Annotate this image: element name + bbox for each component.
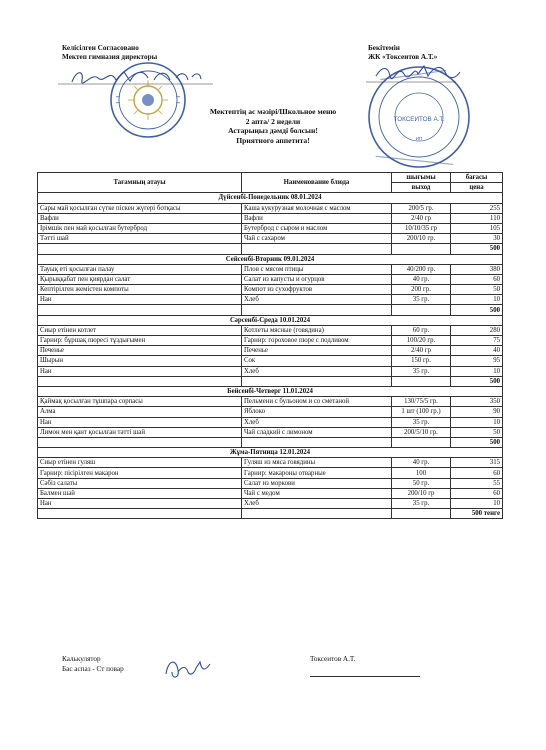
- dish-name-ru: Яблоко: [242, 407, 392, 417]
- dish-name-kz: Вафли: [38, 213, 242, 223]
- dish-name-ru: Плов с мясом птицы: [242, 264, 392, 274]
- owner-signature-icon: [366, 58, 476, 88]
- day-total-row: [38, 305, 503, 315]
- day-header-row: [38, 386, 503, 396]
- dish-price: 30: [451, 234, 503, 244]
- menu-item-row: [38, 285, 503, 295]
- menu-item-row: [38, 336, 503, 346]
- dish-name-ru: Гарнир: макароны отварные: [242, 468, 392, 478]
- day-title: Дүйсенбі-Понедельник 08.01.2024: [38, 193, 503, 203]
- approval-right-line2: ЖК «Токсеитов А.Т.»: [368, 53, 438, 61]
- footer-left-line1: Калькулятор: [62, 655, 101, 663]
- menu-item-row: [38, 427, 503, 437]
- day-total-row: [38, 376, 503, 386]
- dish-name-ru: Пельмени с бульоном и со сметаной: [242, 397, 392, 407]
- dish-yield: 200/10 гр: [392, 488, 451, 498]
- dish-name-kz: Шырын: [38, 356, 242, 366]
- dish-price: 60: [451, 488, 503, 498]
- dish-name-ru: Хлеб: [242, 417, 392, 427]
- total-spacer: [38, 376, 242, 386]
- dish-yield: 200 гр.: [392, 285, 451, 295]
- total-spacer: [38, 305, 242, 315]
- approval-left-line2: Мектеп гимназия директоры: [62, 53, 158, 61]
- dish-yield: 200/5/10 гр.: [392, 427, 451, 437]
- total-spacer: [38, 437, 242, 447]
- menu-item-row: [38, 264, 503, 274]
- day-total: 500: [451, 305, 503, 315]
- total-spacer: [392, 437, 451, 447]
- dish-price: 105: [451, 223, 503, 233]
- menu-title-line4: Приятного аппетита!: [236, 135, 310, 145]
- dish-name-kz: Тауық еті қосылған палау: [38, 264, 242, 274]
- dish-name-kz: Алма: [38, 407, 242, 417]
- total-spacer: [242, 509, 392, 519]
- dish-yield: 100/20 гр.: [392, 336, 451, 346]
- day-total-row: [38, 509, 503, 519]
- total-spacer: [242, 376, 392, 386]
- menu-title-line3: Астарыңыз дәмді болсын!: [228, 126, 318, 136]
- menu-item-row: [38, 366, 503, 376]
- dish-yield: 50 гр.: [392, 478, 451, 488]
- footer-signature-line: [310, 676, 420, 677]
- day-header-row: [38, 193, 503, 203]
- dish-yield: 40 гр.: [392, 458, 451, 468]
- dish-yield: 150 гр.: [392, 356, 451, 366]
- dish-price: 255: [451, 203, 503, 213]
- dish-name-ru: Гарнир: гороховое пюре с подливом: [242, 336, 392, 346]
- menu-item-row: [38, 417, 503, 427]
- dish-name-ru: Печенье: [242, 346, 392, 356]
- day-total: 500: [451, 437, 503, 447]
- dish-name-ru: Каша кукурузная молочная с маслом: [242, 203, 392, 213]
- day-total-row: [38, 244, 503, 254]
- dish-yield: 130/75/5 гр.: [392, 397, 451, 407]
- day-header-row: [38, 315, 503, 325]
- day-title: Бейсенбі-Четверг 11.01.2024: [38, 386, 503, 396]
- dish-name-ru: Хлеб: [242, 295, 392, 305]
- dish-name-kz: Сары май қосылған сүтке піскен жүгері ботқасы: [38, 203, 242, 213]
- menu-item-row: [38, 407, 503, 417]
- dish-yield: 2/40 гр: [392, 346, 451, 356]
- menu-item-row: [38, 203, 503, 213]
- column-header-price-ru: цена: [451, 183, 503, 193]
- column-header-ru: Наименование блюда: [242, 173, 392, 193]
- dish-price: 10: [451, 499, 503, 509]
- column-header-yield-ru: выход: [392, 183, 451, 193]
- dish-yield: 40 гр.: [392, 274, 451, 284]
- dish-name-kz: Қырыққабат пен қиярдан салат: [38, 274, 242, 284]
- total-spacer: [392, 509, 451, 519]
- dish-name-kz: Балмен шай: [38, 488, 242, 498]
- table-header-row: [38, 173, 503, 183]
- footer-right-name: Токсеитов А.Т.: [310, 655, 356, 663]
- dish-price: 50: [451, 285, 503, 295]
- dish-yield: 35 гр.: [392, 499, 451, 509]
- menu-item-row: [38, 295, 503, 305]
- menu-item-row: [38, 356, 503, 366]
- day-total: 500: [451, 244, 503, 254]
- dish-name-ru: Бутерброд с сыром и маслом: [242, 223, 392, 233]
- dish-price: 10: [451, 417, 503, 427]
- menu-title-line2: 2 апта/ 2 недели: [245, 116, 301, 126]
- day-title: Жұма-Пятница 12.01.2024: [38, 448, 503, 458]
- day-title: Сәрсенбі-Среда 10.01.2024: [38, 315, 503, 325]
- dish-name-ru: Хлеб: [242, 366, 392, 376]
- dish-price: 10: [451, 366, 503, 376]
- day-total: 500 тенге: [451, 509, 503, 519]
- footer-left-line2: Бас аспаз - Ст повар: [62, 664, 124, 673]
- dish-price: 55: [451, 478, 503, 488]
- dish-price: 40: [451, 346, 503, 356]
- chef-signature-icon: [160, 652, 210, 682]
- day-total-row: [38, 437, 503, 447]
- dish-price: 110: [451, 213, 503, 223]
- dish-price: 380: [451, 264, 503, 274]
- dish-name-kz: Ірімшік пен май қосылған бутерброд: [38, 223, 242, 233]
- dish-name-kz: Нан: [38, 417, 242, 427]
- menu-item-row: [38, 346, 503, 356]
- dish-name-kz: Тәтті шай: [38, 234, 242, 244]
- dish-name-ru: Сок: [242, 356, 392, 366]
- column-header-yield-kz: шығымы: [392, 173, 451, 183]
- dish-name-ru: Чай сладкий с лимоном: [242, 427, 392, 437]
- day-title: Сейсенбі-Вторник 09.01.2024: [38, 254, 503, 264]
- menu-item-row: [38, 478, 503, 488]
- total-spacer: [392, 376, 451, 386]
- dish-price: 315: [451, 458, 503, 468]
- dish-yield: 35 гр.: [392, 295, 451, 305]
- dish-name-ru: Компот из сухофруктов: [242, 285, 392, 295]
- dish-name-kz: Кептірілген жемістен компоты: [38, 285, 242, 295]
- menu-title-block: [0, 107, 546, 145]
- column-header-kz: Тағамның атауы: [38, 173, 242, 193]
- dish-name-kz: Печенье: [38, 346, 242, 356]
- dish-yield: 10/10/35 гр: [392, 223, 451, 233]
- dish-name-kz: Сиыр етінен котлет: [38, 325, 242, 335]
- dish-name-ru: Салат из моркови: [242, 478, 392, 488]
- dish-name-ru: Салат из капусты и огурцов: [242, 274, 392, 284]
- dish-price: 10: [451, 295, 503, 305]
- director-signature-icon: [58, 62, 218, 92]
- menu-item-row: [38, 234, 503, 244]
- dish-name-kz: Нан: [38, 366, 242, 376]
- dish-yield: 40/200 гр.: [392, 264, 451, 274]
- dish-name-ru: Гуляш из мяса говядины: [242, 458, 392, 468]
- day-header-row: [38, 448, 503, 458]
- menu-item-row: [38, 488, 503, 498]
- approval-right-line1: Бекітемін: [368, 44, 400, 52]
- menu-item-row: [38, 458, 503, 468]
- dish-price: 95: [451, 356, 503, 366]
- dish-price: 75: [451, 336, 503, 346]
- stamp-center-name: ТОКСЕИТОВ А.Т.: [393, 116, 445, 123]
- dish-yield: 200/10 гр.: [392, 234, 451, 244]
- dish-yield: 35 гр.: [392, 366, 451, 376]
- dish-price: 50: [451, 427, 503, 437]
- dish-name-ru: Котлеты мясные (говядина): [242, 325, 392, 335]
- dish-price: 60: [451, 274, 503, 284]
- total-spacer: [242, 244, 392, 254]
- dish-yield: 2/40 гр: [392, 213, 451, 223]
- dish-name-kz: Сәбіз салаты: [38, 478, 242, 488]
- dish-name-kz: Нан: [38, 499, 242, 509]
- dish-name-kz: Гарнир: бұршақ пюресі тұздығымен: [38, 336, 242, 346]
- dish-yield: 60 гр.: [392, 325, 451, 335]
- stamp-sub: ИП: [415, 136, 423, 141]
- total-spacer: [242, 437, 392, 447]
- total-spacer: [38, 509, 242, 519]
- menu-item-row: [38, 325, 503, 335]
- menu-body: [38, 193, 503, 519]
- menu-item-row: [38, 499, 503, 509]
- dish-yield: 100: [392, 468, 451, 478]
- menu-item-row: [38, 468, 503, 478]
- dish-name-kz: Нан: [38, 295, 242, 305]
- dish-price: 90: [451, 407, 503, 417]
- menu-table: [37, 172, 503, 519]
- dish-yield: 1 шт (100 гр.): [392, 407, 451, 417]
- total-spacer: [392, 305, 451, 315]
- dish-yield: 35 гр.: [392, 417, 451, 427]
- menu-item-row: [38, 213, 503, 223]
- dish-name-ru: Чай с медом: [242, 488, 392, 498]
- column-header-price-kz: бағасы: [451, 173, 503, 183]
- dish-price: 350: [451, 397, 503, 407]
- approval-left-line1: Келісілген Согласовано: [62, 44, 139, 52]
- menu-item-row: [38, 274, 503, 284]
- menu-item-row: [38, 223, 503, 233]
- dish-yield: 200/5 гр.: [392, 203, 451, 213]
- day-total: 500: [451, 376, 503, 386]
- dish-name-ru: Хлеб: [242, 499, 392, 509]
- total-spacer: [38, 244, 242, 254]
- dish-name-ru: Чай с сахаром: [242, 234, 392, 244]
- dish-name-kz: Сиыр етінен гуляш: [38, 458, 242, 468]
- dish-name-kz: Гарнир: пісірілген макарон: [38, 468, 242, 478]
- dish-name-kz: Қаймақ қосылған тұшпара сорпасы: [38, 397, 242, 407]
- day-header-row: [38, 254, 503, 264]
- dish-price: 280: [451, 325, 503, 335]
- dish-price: 60: [451, 468, 503, 478]
- menu-title-line1: Мектептің ас мәзірі/Школьное меню: [209, 107, 337, 116]
- total-spacer: [242, 305, 392, 315]
- menu-item-row: [38, 397, 503, 407]
- footer-left-block: [62, 655, 124, 674]
- dish-name-kz: Лимон мен қант қосылған тәтті шай: [38, 427, 242, 437]
- total-spacer: [392, 244, 451, 254]
- dish-name-ru: Вафли: [242, 213, 392, 223]
